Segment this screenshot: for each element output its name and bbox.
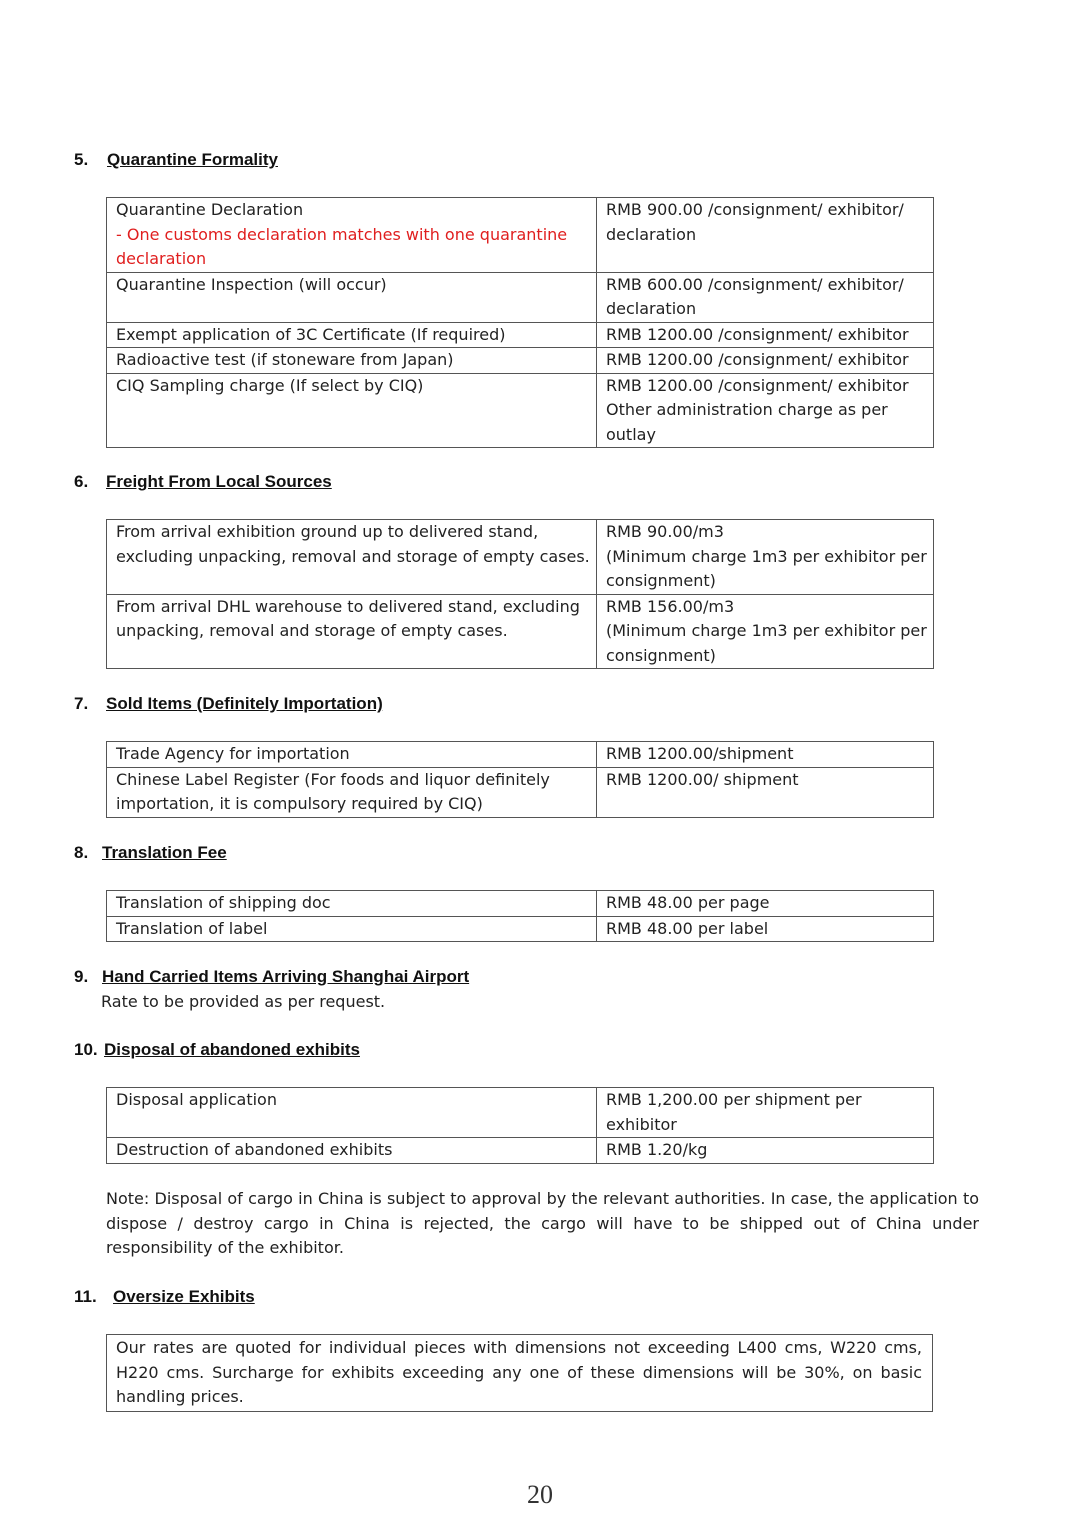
- fee-table: [106, 1087, 934, 1164]
- item-cell: From arrival exhibition ground up to delivered stand, excluding unpacking, removal and storage of empty cases.: [107, 520, 597, 595]
- fee-extra-text: Other administration charge as per outlay: [606, 400, 888, 444]
- fee-extra-text: (Minimum charge 1m3 per exhibitor per consignment): [606, 621, 927, 665]
- item-cell: [107, 198, 597, 273]
- oversize-box: Our rates are quoted for individual pieces with dimensions not exceeding L400 cms, W220 cms, H220 cms. Surcharge for exhibits exceeding any one of these dimensions will be 30%, on basic handling prices.: [106, 1334, 933, 1412]
- item-cell: Chinese Label Register (For foods and liquor definitely importation, it is compulsory required by CIQ): [107, 767, 597, 817]
- item-cell: Exempt application of 3C Certificate (If required): [107, 322, 597, 348]
- item-cell: Trade Agency for importation: [107, 742, 597, 768]
- table-row: [107, 348, 934, 374]
- fee-cell: RMB 1200.00/ shipment: [597, 767, 934, 817]
- fee-cell: RMB 48.00 per label: [597, 916, 934, 942]
- fee-cell: RMB 48.00 per page: [597, 891, 934, 917]
- fee-text: RMB 90.00/m3: [606, 522, 724, 541]
- table-row: [107, 916, 934, 942]
- table-row: [107, 742, 934, 768]
- section-number: 9.: [74, 967, 89, 986]
- table-row: [107, 198, 934, 273]
- item-cell: From arrival DHL warehouse to delivered stand, excluding unpacking, removal and storage of empty cases.: [107, 594, 597, 669]
- section-title: Freight From Local Sources: [106, 472, 332, 491]
- item-cell: Translation of label: [107, 916, 597, 942]
- item-cell: Disposal application: [107, 1088, 597, 1138]
- table-row: [107, 767, 934, 817]
- section-heading: [74, 150, 278, 170]
- table-row: [107, 373, 934, 448]
- table-row: [107, 891, 934, 917]
- section-title: Sold Items (Definitely Importation): [106, 694, 383, 713]
- fee-text: RMB 156.00/m3: [606, 596, 735, 616]
- fee-table: [106, 741, 934, 818]
- item-cell: Destruction of abandoned exhibits: [107, 1138, 597, 1164]
- table-row: [107, 272, 934, 322]
- fee-cell: [597, 520, 934, 595]
- section-heading: [74, 843, 227, 863]
- red-note: - One customs declaration matches with one quarantine declaration: [116, 224, 568, 268]
- fee-cell: RMB 600.00 /consignment/ exhibitor/ declaration: [597, 272, 934, 322]
- section-title: Oversize Exhibits: [113, 1287, 255, 1306]
- fee-text: RMB 1200.00 /consignment/ exhibitor: [606, 375, 909, 395]
- item-cell: CIQ Sampling charge (If select by CIQ): [107, 373, 597, 448]
- section-title: Translation Fee: [102, 843, 227, 862]
- fee-table: [106, 519, 934, 669]
- fee-table: [106, 890, 934, 942]
- section-text: Rate to be provided as per request.: [101, 992, 386, 1011]
- section-number: 11.: [74, 1287, 97, 1306]
- table-row: [107, 1088, 934, 1138]
- fee-cell: RMB 900.00 /consignment/ exhibitor/ declaration: [597, 198, 934, 273]
- disposal-note: Note: Disposal of cargo in China is subject to approval by the relevant authorities. In case, the application to dispose / destroy cargo in China is rejected, the cargo will have to be shipped out of China under responsibility of the exhibitor.: [106, 1189, 979, 1257]
- section-heading: [74, 472, 332, 492]
- item-cell: Translation of shipping doc: [107, 891, 597, 917]
- fee-extra-text: (Minimum charge 1m3 per exhibitor per consignment): [606, 546, 927, 590]
- section-heading: [74, 694, 383, 714]
- fee-cell: [597, 373, 934, 448]
- item-text: Quarantine Declaration: [116, 200, 304, 219]
- section-number: 6.: [74, 472, 89, 491]
- fee-table: [106, 197, 934, 448]
- section-title: Quarantine Formality: [107, 150, 278, 169]
- fee-cell: RMB 1.20/kg: [597, 1138, 934, 1164]
- page-number: 20: [527, 1480, 553, 1509]
- section-heading: [74, 1287, 255, 1307]
- fee-cell: RMB 1200.00/shipment: [597, 742, 934, 768]
- section-title: Hand Carried Items Arriving Shanghai Airport: [102, 967, 470, 986]
- fee-cell: RMB 1200.00 /consignment/ exhibitor: [597, 322, 934, 348]
- item-cell: Quarantine Inspection (will occur): [107, 272, 597, 322]
- table-row: [107, 594, 934, 669]
- table-row: [107, 1138, 934, 1164]
- section-number: 8.: [74, 843, 89, 862]
- table-row: [107, 322, 934, 348]
- section-number: 10.: [74, 1040, 98, 1059]
- section-heading: [74, 1040, 360, 1060]
- fee-cell: RMB 1,200.00 per shipment per exhibitor: [597, 1088, 934, 1138]
- section-heading: [74, 967, 469, 987]
- table-row: [107, 520, 934, 595]
- item-cell: Radioactive test (if stoneware from Japan): [107, 348, 597, 374]
- fee-cell: [597, 594, 934, 669]
- section-title: Disposal of abandoned exhibits: [104, 1040, 360, 1059]
- fee-cell: RMB 1200.00 /consignment/ exhibitor: [597, 348, 934, 374]
- section-number: 5.: [74, 150, 89, 169]
- section-number: 7.: [74, 694, 89, 713]
